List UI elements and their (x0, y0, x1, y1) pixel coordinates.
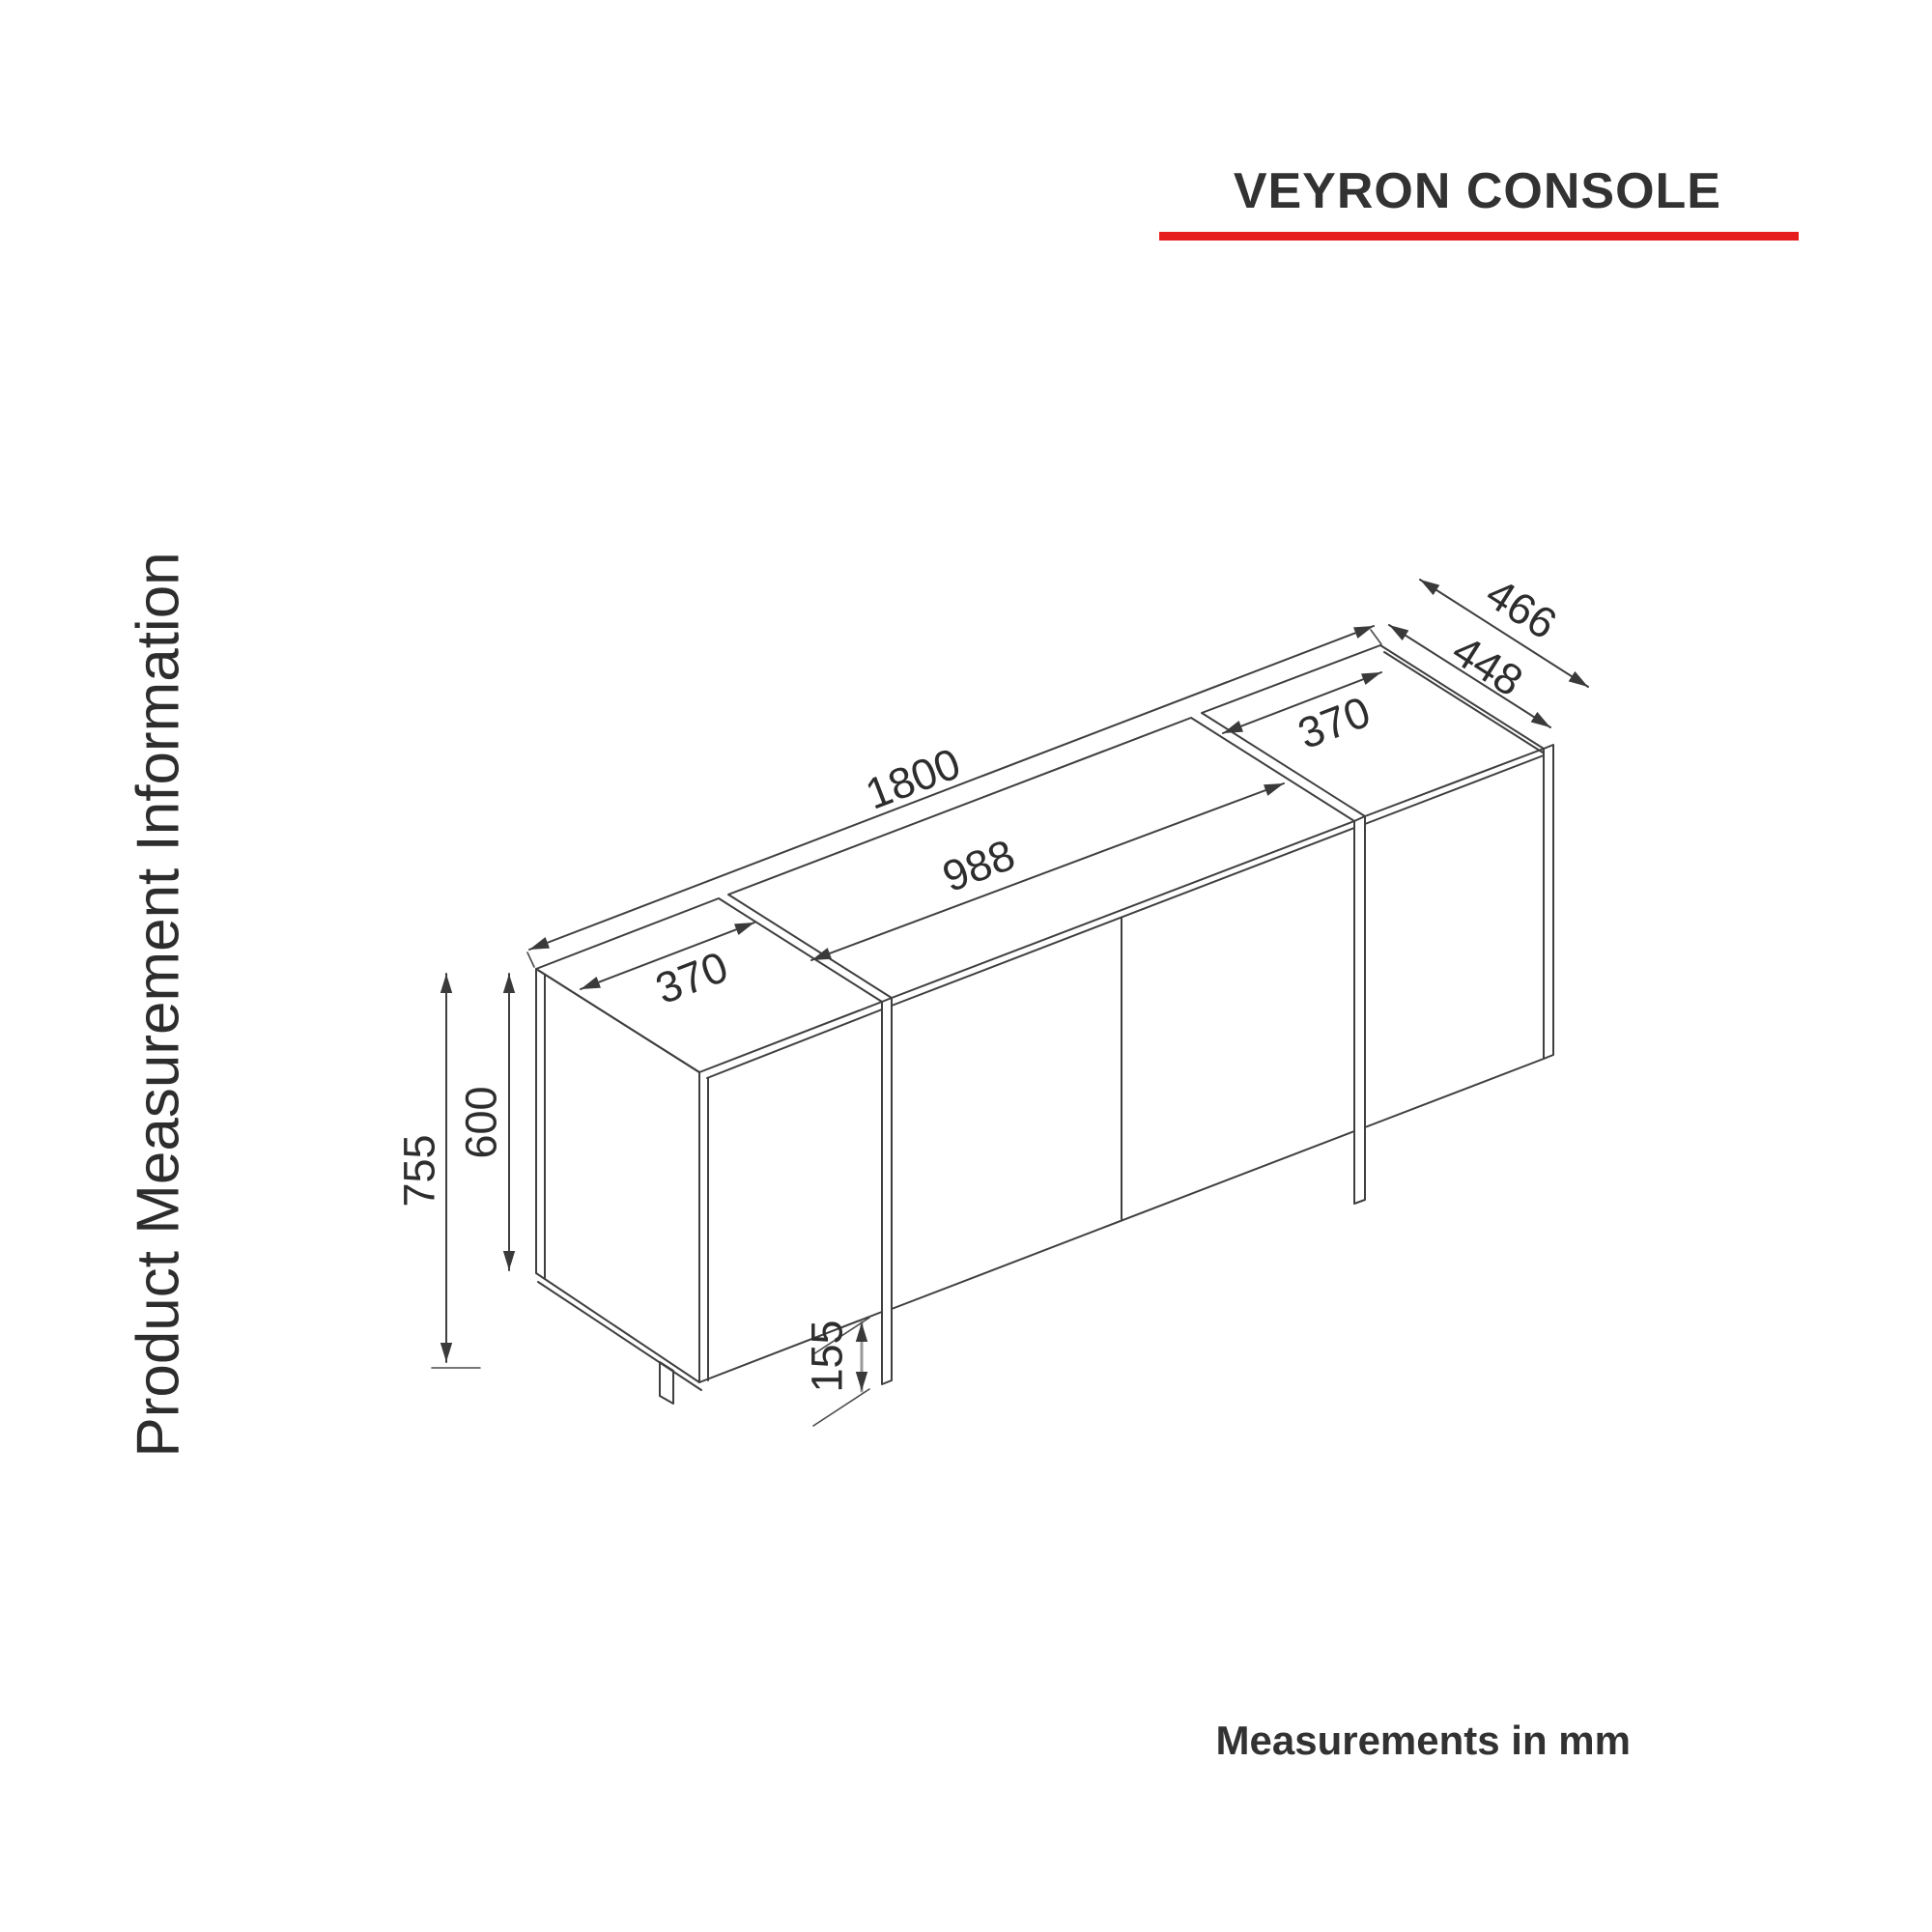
dimension-labels (395, 568, 1566, 1392)
dimension-lines (432, 580, 1588, 1426)
dim-label-middle-section: 988 (935, 829, 1022, 902)
right-end-edges (1544, 745, 1553, 1059)
side-label: Product Measurement Information (125, 552, 192, 1458)
dim-label-left-section: 370 (648, 941, 735, 1014)
console-drawing (536, 645, 1553, 1404)
door-top-edges (707, 755, 1544, 1078)
dim-label-total-width: 1800 (859, 738, 967, 819)
dim-label-total-height: 755 (394, 1134, 444, 1208)
left-side-panel-inner-edges (538, 975, 701, 1390)
dim-label-leg-clearance: 155 (802, 1320, 852, 1393)
divider-leg-right (1354, 816, 1365, 1204)
page-title: VEYRON CONSOLE (1233, 163, 1721, 219)
footer-note: Measurements in mm (1215, 1718, 1631, 1763)
dim-label-total-depth: 466 (1477, 568, 1566, 649)
divider-leg-left (882, 998, 892, 1384)
left-foot (660, 1362, 673, 1404)
left-side-panel (536, 969, 699, 1382)
dim-label-body-depth: 448 (1443, 625, 1532, 706)
dim-label-right-section: 370 (1291, 686, 1378, 759)
dim-label-body-height: 600 (456, 1086, 506, 1159)
